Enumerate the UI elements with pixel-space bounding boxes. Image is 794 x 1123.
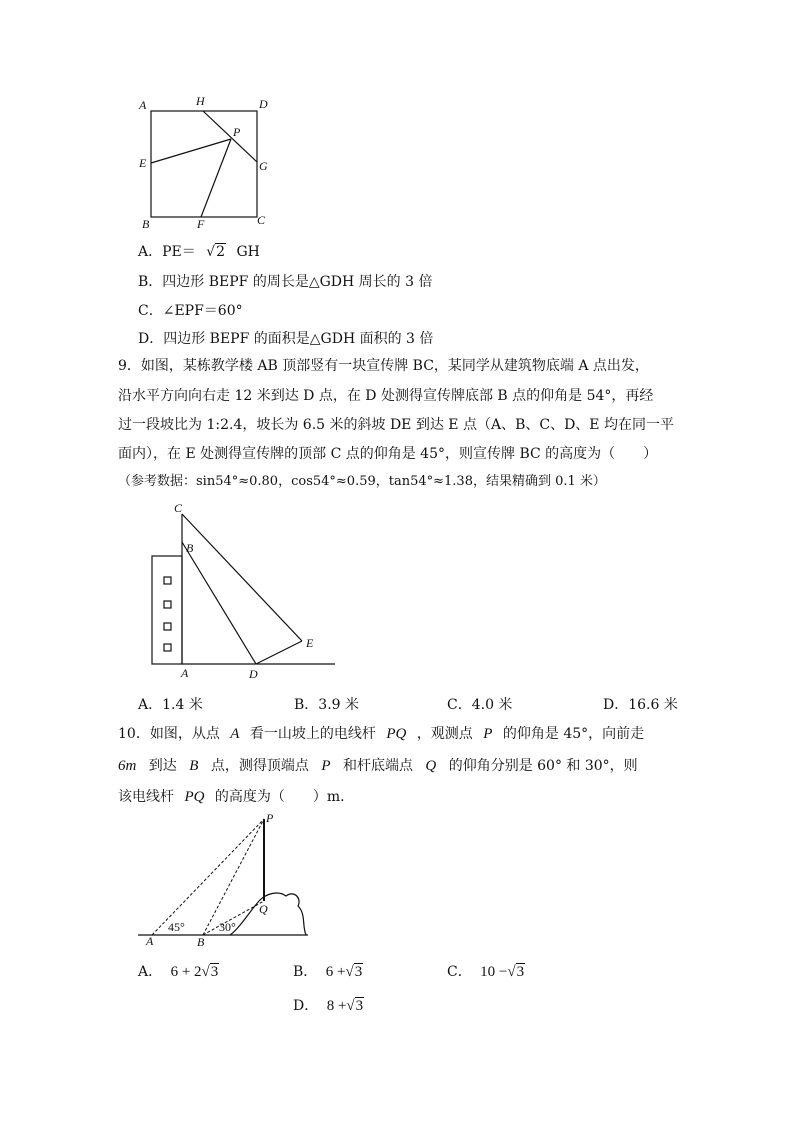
segment-ep	[151, 139, 231, 163]
q10-option-b-expr: 6 +	[325, 964, 346, 980]
q8-option-a	[138, 242, 260, 262]
label-angle-30: 30°	[219, 920, 236, 934]
q10-option-c-label: C．	[447, 964, 472, 980]
q8-option-a-sqrt: √2	[206, 244, 226, 260]
square-figure	[130, 90, 290, 235]
label-a: A	[139, 98, 147, 112]
label-h: H	[196, 94, 205, 108]
q9-option-d: D．16.6 米	[603, 697, 678, 713]
q10-option-a	[138, 962, 219, 982]
q8-option-a-prefix: A．PE＝	[138, 244, 196, 260]
q9-line-5: （参考数据：sin54°≈0.80，cos54°≈0.59，tan54°≈1.38，结果精确到 0.1 米）	[118, 474, 606, 489]
sight-line-db	[182, 542, 256, 664]
q10-l2-b: 点，测得顶端点	[210, 758, 309, 774]
q10-l1-b: 看一山坡上的电线杆	[249, 726, 376, 742]
q10-option-a-sqrt: √3	[201, 964, 219, 980]
label-d: D	[249, 667, 258, 681]
q10-option-a-label: A．	[138, 964, 163, 980]
q10-option-b	[293, 962, 363, 982]
q9-line-4: 面内），在 E 处测得宣传牌的顶部 C 点的仰角是 45°，则宣传牌 BC 的高度为（ ）	[118, 446, 658, 462]
q9-line-3: 过一段坡比为 1:2.4，坡长为 6.5 米的斜坡 DE 到达 E 点（A、B、C、D、E 均在同一平	[118, 417, 674, 433]
q10-l1-point-p: P	[483, 726, 493, 742]
q10-l1-c: ，观测点	[416, 726, 473, 742]
q10-l1-point-a: A	[230, 726, 240, 742]
label-d: D	[259, 97, 268, 111]
window-4	[164, 644, 171, 651]
label-e: E	[306, 636, 314, 650]
square-abcd	[151, 111, 257, 217]
sight-line-ec	[182, 514, 302, 641]
label-p: P	[233, 125, 241, 139]
q10-option-a-expr: 6 + 2	[170, 964, 202, 980]
label-f: F	[197, 217, 205, 231]
q10-option-a-radicand: 3	[210, 964, 219, 980]
label-c: C	[257, 213, 266, 227]
q10-l2-d: 的仰角分别是 60° 和 30°，则	[448, 758, 638, 774]
q10-line-1	[118, 724, 644, 744]
q10-option-c	[447, 962, 525, 982]
q10-l3-pq: PQ	[184, 789, 205, 805]
label-a: A	[146, 934, 154, 948]
q10-option-d	[293, 996, 364, 1016]
window-1	[164, 577, 171, 584]
q10-line-3	[118, 787, 354, 807]
q9-option-c: C．4.0 米	[447, 697, 513, 713]
q10-option-d-expr: 8 +	[326, 998, 347, 1014]
q10-l2-point-q: Q	[425, 758, 437, 774]
hill	[230, 893, 306, 935]
window-2	[164, 601, 171, 608]
q10-l3-a: 该电线杆	[118, 789, 174, 805]
segment-hg	[203, 111, 257, 162]
label-g: G	[259, 159, 268, 173]
q10-l1-d: 的仰角是 45°，向前走	[502, 726, 645, 742]
q9-line-1: 9．如图，某栋教学楼 AB 顶部竖有一块宣传牌 BC，某同学从建筑物底端 A 点出发，	[118, 358, 649, 374]
q10-option-d-sqrt: √3	[346, 998, 364, 1014]
q10-l1-a: 10．如图，从点	[118, 726, 220, 742]
label-q: Q	[259, 902, 268, 916]
q10-option-c-expr: 10 −	[480, 964, 508, 980]
label-p: P	[266, 811, 274, 825]
q8-option-d: D．四边形 BEPF 的面积是△GDH 面积的 3 倍	[138, 331, 434, 347]
q9-line-2: 沿水平方向向右走 12 米到达 D 点，在 D 处测得宣传牌底部 B 点的仰角是 54°，再经	[118, 388, 654, 404]
q10-l1-pq: PQ	[386, 726, 407, 742]
pole-figure	[130, 810, 320, 950]
building-figure	[140, 500, 350, 685]
q8-option-a-suffix: GH	[236, 244, 260, 260]
q8-option-b: B．四边形 BEPF 的周长是△GDH 周长的 3 倍	[138, 274, 433, 290]
q10-option-c-sqrt: √3	[507, 964, 525, 980]
label-b: B	[142, 217, 150, 231]
q10-l2-6m: 6m	[118, 758, 137, 774]
q10-option-c-radicand: 3	[516, 964, 525, 980]
label-e: E	[139, 156, 147, 170]
q9-option-a: A．1.4 米	[138, 697, 203, 713]
q10-l2-point-p: P	[321, 758, 331, 774]
label-b: B	[197, 935, 205, 949]
q10-l2-a: 到达	[148, 758, 177, 774]
q10-line-2	[118, 756, 638, 776]
q10-l2-c: 和杆底端点	[342, 758, 413, 774]
q10-option-b-sqrt: √3	[345, 964, 363, 980]
q8-option-c: C．∠EPF＝60°	[138, 303, 243, 319]
building	[152, 556, 182, 664]
q8-option-a-radicand: 2	[216, 244, 226, 260]
label-a: A	[181, 666, 189, 680]
q10-option-b-radicand: 3	[354, 964, 363, 980]
segment-pf	[201, 139, 231, 217]
q10-option-b-label: B．	[293, 964, 318, 980]
window-3	[164, 623, 171, 630]
q9-option-b: B．3.9 米	[294, 697, 360, 713]
slope-de	[256, 641, 302, 664]
q10-option-d-radicand: 3	[355, 998, 364, 1014]
q10-option-d-label: D．	[293, 998, 319, 1014]
label-c: C	[174, 501, 183, 515]
q10-l2-point-b: B	[189, 758, 199, 774]
label-b: B	[186, 541, 194, 555]
q10-l3-b: 的高度为（ ）m．	[214, 789, 355, 805]
label-angle-45: 45°	[168, 920, 185, 934]
sight-line-ap	[152, 819, 264, 935]
